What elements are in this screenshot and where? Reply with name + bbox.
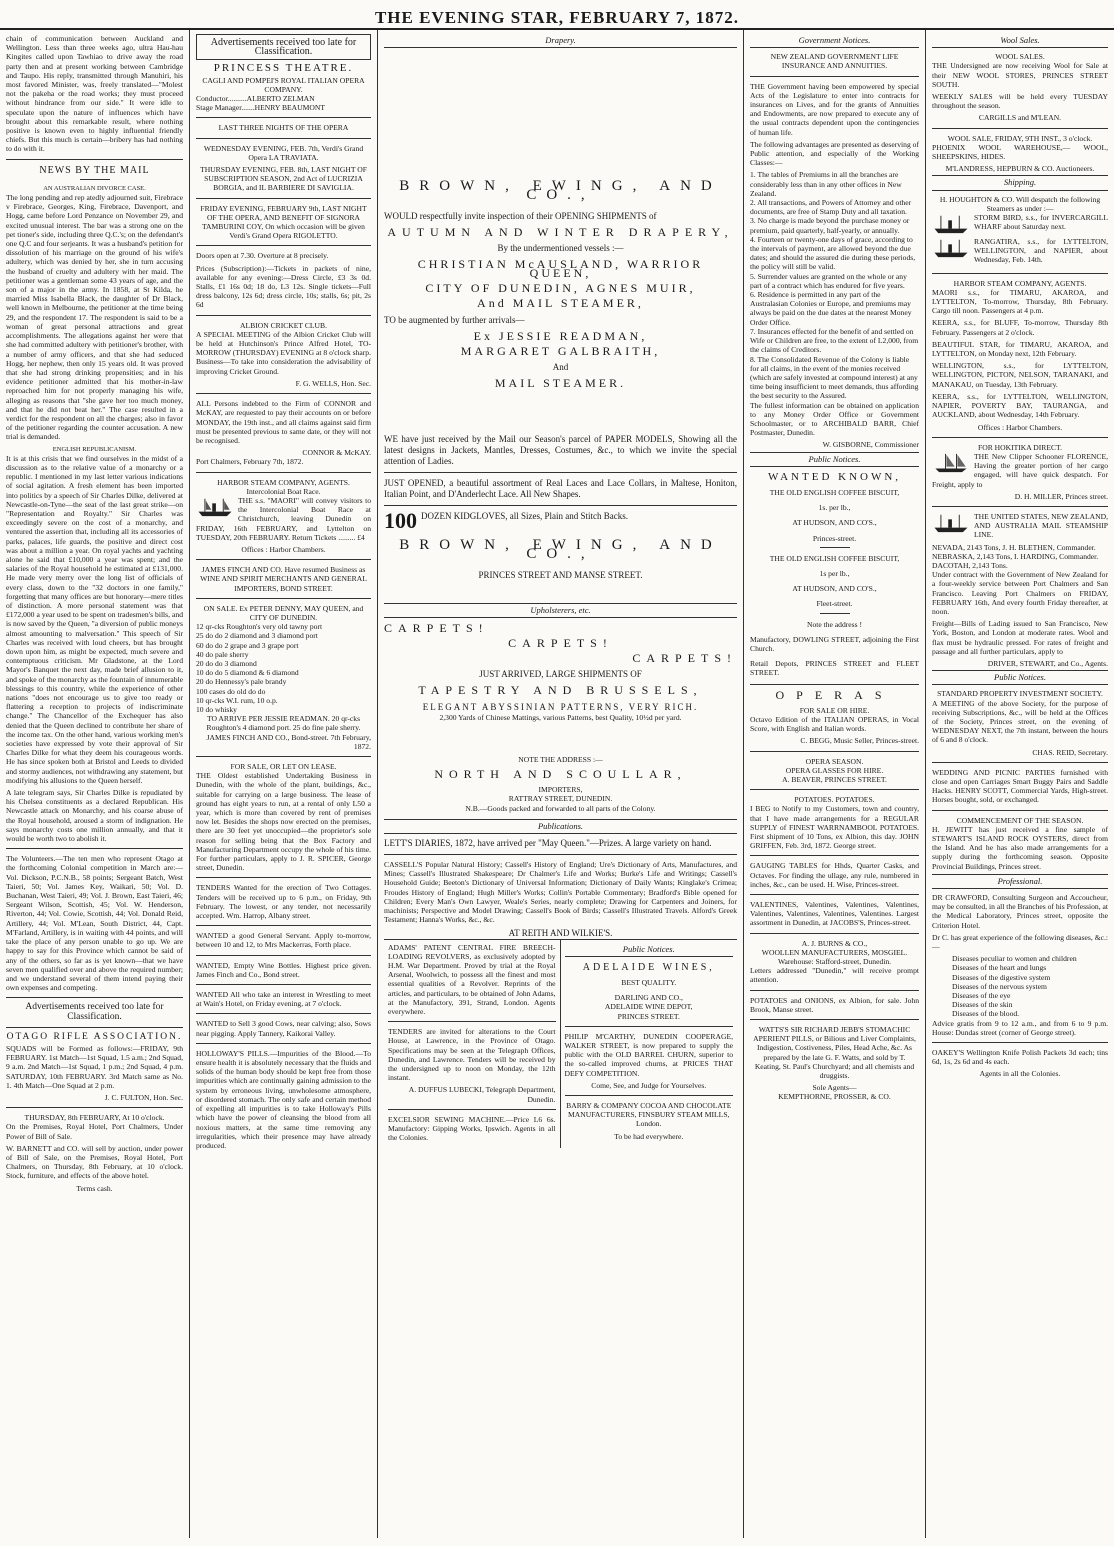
adelaide-wines: ADELAIDE WINES,	[582, 961, 715, 973]
finch-signature: JAMES FINCH AND CO., Bond-street. 7th February, 1872.	[206, 732, 371, 751]
disease-item: Diseases of the blood.	[952, 1009, 1020, 1019]
wedding-parties: WEDDING AND PICNIC PARTIES furnished with close and open Carriages Smart Buggy Pairs and Saddle Hacks. HENRY SCOTT, Commercial Yards, High-street. Horses bought, sold, or exchanged.	[932, 767, 1108, 805]
best-quality: BEST QUALITY.	[621, 977, 677, 987]
divider	[196, 877, 371, 878]
theatre-subtitle: CAGLI AND POMPEI'S ROYAL ITALIAN OPERA COMPANY.	[202, 75, 365, 94]
offices: Offices : Harbor Chambers.	[241, 544, 326, 554]
column-5	[926, 30, 1114, 1538]
jewitt-oysters: H. JEWITT has just received a fine sample of STEWART'S ISLAND ROCK OYSTERS, direct from the Island. And he has also made arrangements for a supply during the forthcoming season. Opposite Provincial Buildings, Princes street.	[932, 824, 1108, 871]
maori-ad	[196, 496, 371, 542]
wine-list-item: 12 qr-cks Roughton's very old tawny port	[196, 622, 323, 632]
disease-list	[932, 954, 1108, 1018]
mccarthy-ad: PHILIP M'CARTHY, DUNEDIN COOPERAGE, WALKER STREET, is now prepared to supply the public with the OLD BARREL CHURN, superior to the so-called improved churns, at PRICES THAT DEFY COMPETITION.	[564, 1031, 733, 1078]
divider	[388, 1109, 556, 1110]
masthead: THE EVENING STAR, FEBRUARY 7, 1872.	[0, 0, 1114, 30]
advice: Advice gratis from 9 to 12 a.m., and from 6 to 9 p.m. House: Dundas street (corner of George street).	[932, 1018, 1108, 1037]
biscuit-2: THE OLD ENGLISH COFFEE BISCUIT,	[769, 553, 900, 563]
rifle-signature: J. C. FULTON, Hon. Sec.	[104, 1092, 183, 1102]
wool-title: WOOL SALES.	[995, 52, 1045, 62]
connor-notice: ALL Persons indebted to the Firm of CONNOR and McKAY, are requested to pay their accounts on or before MONDAY, the 19th inst., and all claims against said firm must be presented previous to same date, or they will not be recognised.	[196, 399, 371, 445]
tenders-ad: TENDERS Wanted for the erection of Two Cottages. Tenders will be received up to 6 p.m., on Friday, 9th February. The lowest, or any tender, not necessarily accepted. Wm. Harrop, Albany street.	[196, 883, 371, 921]
gov-advantages: The following advantages are presented as deserving of Public attention, and especially of the Working Classes:—	[750, 139, 919, 168]
finch-ad: JAMES FINCH AND CO. Have resumed Business as WINE AND SPIRIT MERCHANTS AND GENERAL IMPORTERS, BOND STREET.	[200, 565, 367, 593]
mail-contract: Under contract with the Government of New Zealand for a four-weekly service between Port Chalmers and San Francisco. Leaving Port Chalmers on FRIDAY, FEBRUARY 16th, And every fourth Friday thereafter, at noon.	[932, 570, 1108, 616]
wine-list-item: 100 cases do old do do	[196, 686, 266, 696]
disease-item: Diseases peculiar to women and children	[952, 954, 1077, 964]
divider	[196, 925, 371, 926]
cricket-signature: F. G. WELLS, Hon. Sec.	[295, 378, 371, 388]
split-right	[561, 940, 738, 1149]
republicanism-subheading: ENGLISH REPUBLICANISM.	[52, 445, 137, 453]
prices: Prices (Subscription):—Tickets in packets of nine, available for any evening:—Dress Circle, £3 3s 0d. Stalls, £1 16s 0d; 18 do, L3 12s. Single tickets—Full dress balcony, 12s 6d; dress circle, 10s; stalls, 6s; pit, 2s 6d	[196, 263, 371, 310]
steamship-icon	[932, 512, 970, 534]
come-see: Come, See, and Judge for Yourselves.	[591, 1080, 707, 1090]
darling: DARLING AND CO.,	[614, 993, 683, 1003]
rifle-title: OTAGO RIFLE ASSOCIATION.	[6, 1031, 183, 1042]
fleet: Fleet-street.	[816, 599, 853, 609]
divider	[196, 1043, 371, 1044]
gisborne: W. GISBORNE, Commissioner	[822, 440, 919, 450]
republicanism-article: It is at this crisis that we find ourselves in the midst of a discussion as to the relative value of a monarchy or a republic. I mentioned in my last letter various indications of social agitation. A fresh element has been imported into politics by a speech of Sir Charles Dilke, delivered at Newcastle-on-Tyne—the seat of the last great strike—on "Representation and Royalty." Sir Charles was exceedingly severe on the cost of a monarchy, and ventured the assertion that, including all its accessories of parks, palaces, life guards, the positive and direct cost was about a million a year. On royal yachts and yachting alone he said that £10,000 a year was spent; and the salaries of the Royal household he estimated at £131,000. He made very merry over the long list of officials of every class, down to the "32 doctors in one family," forgetting that many offices are but honorary—mere titles of distinction. A more personal statement was that £172,000 a year used to be spent on tradesmen's bills, and is now saved by the Queen, "a diversion of public moneys almost amounting to malversation." This speech of Sir Charles was received with loud cheers, but has brought down upon him, as might be expected, much severe and contemptuous criticism. Mr Gladstone, at the Lord Mayor's Banquet the next day, made brief allusion to it, and spoke of the monarchy as the fountain of innumerable blessings to this country, while the experience of other nations "does not encourage us to give too ready or flattering a reception to projects of indiscriminate change." The Chancellor of the Exchequer has also denied that the Queen declined to contribute her share of the income tax. On the other hand, various working men's societies have expressed by vote their approval of Sir Charles Dilke for what they deem his courageous words. He has since spoken both at Bristol and Leeds to divided and stormy audiences, not withdrawing any statement, but modifying his allusions to the Queen herself.	[6, 453, 183, 785]
note-address: Note the address !	[806, 619, 863, 629]
lease-text: THE Oldest established Undertaking Business in Dunedin, with the whole of the plant, buildings, &c., suitable for carrying on a large business. The lease of ground has eight years to run, at a rental of only L50 a year, which is more than covered by rent of premises now let. Besides the shops now erected on the premises, there are 30 feet yet unoccupied—the proprietor's sole reason for selling being that the Box Factory and Manufacturing Department occupy the whole of his time. For further particulars, apply to J. R. SPICER, George street, Dunedin.	[196, 771, 371, 873]
divider	[384, 505, 737, 506]
rattray: RATTRAY STREET, DUNEDIN.	[508, 794, 613, 804]
gov-list-item: 1. The tables of Premiums in all the branches are considerably less than in any other offices in New Zealand.	[750, 170, 902, 198]
terms: Terms cash.	[76, 1183, 113, 1193]
lease-title: FOR SALE, OR LET ON LEASE.	[230, 762, 337, 771]
hudson: AT HUDSON, AND CO'S.,	[792, 518, 877, 528]
mattings: 2,300 Yards of Chinese Mattings, various Patterns, best Quality, 10½d per yard.	[439, 712, 682, 722]
storm-bird: STORM BIRD, s.s., for INVERCARGILL WHARF about Saturday next.	[974, 213, 1108, 232]
divider	[196, 472, 371, 473]
hudson-2: AT HUDSON, AND CO'S.,	[792, 584, 877, 594]
wine-list-item: 10 qr-cks W.I. rum, 10 o.p.	[196, 695, 278, 705]
divider	[80, 179, 110, 180]
society-meeting: A MEETING of the above Society, for the purpose of receiving Subscriptions, &c., will be held at the Offices of the Society, Princes street, on the evening of WEDNESDAY NEXT, the 7th instant, between the hours of 6 and 8 o'clock.	[932, 698, 1108, 745]
nebraska: NEBRASKA, 2,143 Tons, I. HARDING, Commander.	[932, 551, 1099, 561]
abyssinian: ELEGANT ABYSSINIAN PATTERNS, VERY RICH.	[422, 701, 699, 712]
divorce-article: The long pending and rep atedly adjourned suit, Firebrace v Firebrace, Georges, King, Firebrace, Davenport, and Hogg, came before Lord Penzance on November 29, and excited unusual interest. The bar was a strong one on the pet tioner's side, including three Q.C.'s; on the defendant's one Q.C and four serjeants. It was a husband's petition for dissolution of his marriage on the ground of his wife's adultery, which was denied by her, she in turn accusing the husband of cruelty and adultery with her maid. The petitioner was a gentleman some 43 years of age, and the son of a major in the army. In 1858, at St Kilda, he married Miss Isabella Black, the daughter of Dr Black, well known in Melbourne, the petitioner at the time being 29, and the respondent 17. The respondent is said to be a woman of great personal attractions and great accomplishments. The allegations against her were that she had committed adultery with petitioner's brother, with a number of army officers, and that she had seduced Hogg, her nephew, then only 15 years old. It was proved that she had strong drinking propensities; and in his evidence petitioner admitted that his mother-in-law reproached him for not properly managing his wife, alleging as reasons that "she gave her too much money, and that he did not beat her." The case resulted in a verdict for the respondent on all the charges; also in favor of the petitioner regarding the counter accusation. A new trial is demanded.	[6, 193, 183, 442]
late-ads-heading: Advertisements received too late for Classification.	[196, 34, 371, 60]
divider	[820, 547, 850, 548]
per-lb: 1s. per lb.,	[818, 503, 851, 513]
burns: A. J. BURNS & CO.,	[801, 938, 868, 948]
divider	[750, 789, 919, 790]
divider	[196, 955, 371, 956]
gloves-text: DOZEN KIDGLOVES, all Sizes, Plain and Stitch Backs.	[421, 511, 628, 522]
stage-manager: Stage Manager.......HENRY BEAUMONT	[196, 103, 326, 113]
nevada: NEVADA, 2143 Tons, J. H. BLETHEN, Commander.	[932, 542, 1096, 552]
divider	[196, 559, 371, 560]
importers: IMPORTERS,	[538, 785, 583, 795]
ships-line-3: And MAIL STEAMER,	[477, 296, 644, 311]
ex-ship: Ex JESSIE READMAN,	[473, 328, 648, 343]
friday-program: FRIDAY EVENING, FEBRUARY 9th, LAST NIGHT OF THE OPERA, AND BENEFIT OF SIGNORA TAMBURINI COY, On which occasion will be given Verdi's Grand Opera RIGOLETTO.	[200, 203, 367, 241]
cargills: CARGILLS and M'LEAN.	[978, 113, 1062, 123]
just-arrived: JUST ARRIVED, LARGE SHIPMENTS OF	[479, 669, 642, 680]
per-lb-2: 1s per lb.,	[819, 568, 850, 578]
government-heading: Government Notices.	[750, 36, 919, 48]
public-notices-heading: Public Notices.	[565, 945, 734, 957]
gloves-number: 100	[384, 511, 417, 532]
driver-stewart: DRIVER, STEWART, and Co., Agents.	[987, 658, 1108, 668]
divider	[196, 984, 371, 985]
divorce-subheading: AN AUSTRALIAN DIVORCE CASE.	[43, 184, 146, 192]
gov-list-item: 7. Insurances effected for the benefit of and settled on Wife or Children are free, to the extent of L2,000, from the claims of Creditors.	[750, 326, 919, 355]
theatre-title: PRINCESS THEATRE.	[213, 62, 354, 75]
divider	[932, 762, 1108, 763]
rifle-text: SQUADS will be Formed as follows:—FRIDAY, 9th FEBRUARY. 1st Match—1st Squad, 1.5 a.m.; 2nd Squad, 9 a.m. 2nd Match—1st Squad, 1 p.m.; 2nd Squad, 4 p.m. SATURDAY, 10th FEBRUARY. 3rd Match same as No. 1. 4th Match—One Squad at 2 p.m.	[6, 1043, 183, 1090]
experience: Dr C. has great experience of the following diseases, &c.:—	[932, 932, 1108, 952]
conductor: Conductor..........ALBERTO ZELMAN	[196, 94, 315, 104]
autumn-drapery: AUTUMN AND WINTER DRAPERY,	[387, 224, 734, 239]
wine-list-item: 20 do do 3 diamond	[196, 658, 257, 668]
column-2	[190, 30, 378, 1538]
harbor-title: HARBOR STEAM COMPANY, AGENTS.	[953, 278, 1087, 288]
wine-list	[196, 622, 371, 714]
wine-list-item: 60 do do 2 grape and 3 grape port	[196, 640, 299, 650]
wine-depot: ADELAIDE WINE DEPOT,	[604, 1002, 693, 1012]
divider	[6, 848, 183, 849]
warehouse: Warehouse: Stafford-street, Dunedin.	[777, 957, 892, 967]
column-1	[0, 30, 190, 1538]
nz-gov-title: NEW ZEALAND GOVERNMENT LIFE INSURANCE AND ANNUITIES.	[770, 52, 899, 71]
split-left	[384, 940, 561, 1149]
wellington-steamer: WELLINGTON, s.s., for LYTTELTON, WELLINGTON, PICTON, NELSON, TARANAKI, and MANAKAU, on Tuesday, 13th February.	[932, 361, 1108, 389]
divider	[750, 1019, 919, 1020]
beaver: A. BEAVER, PRINCES STREET.	[782, 775, 887, 784]
augment-text: TO be augmented by further arrivals—	[384, 314, 525, 325]
steamship-icon	[932, 237, 970, 259]
schooner-icon	[932, 452, 970, 474]
reith-wilkie: AT REITH AND WILKIE'S.	[508, 927, 613, 938]
adams-revolvers: ADAMS' PATENT CENTRAL FIRE BREECH-LOADING REVOLVERS, as exclusively adopted by H.M. War Department. Proved by trial at the Royal Arsenal, Woolwich, to possess all the finest and most essential qualities of a Revolver. Reprints of the articles, and particulars, to be obtained of John Adams, at the Manufactory, 391, Strand, London. Agents everywhere.	[388, 942, 556, 1016]
tapestry: TAPESTRY AND BRUSSELS,	[418, 683, 703, 698]
last-nights: LAST THREE NIGHTS OF THE OPERA	[218, 123, 349, 133]
excelsior-ad: EXCELSIOR SEWING MACHINE.—Price L6 6s. Manufactory: Gipping Works, Ipswich. Agents in all the Colonies.	[388, 1114, 556, 1143]
wrestling-ad: WANTED All who take an interest in Wrestling to meet at Wain's Hotel, on Friday evening, at 7 o'clock.	[196, 990, 371, 1009]
wine-list-item: 25 do do 2 diamond and 3 diamond port	[196, 631, 318, 641]
divider	[196, 245, 371, 246]
divider	[820, 613, 850, 614]
divider	[196, 1013, 371, 1014]
disease-item: Diseases of the heart and lungs	[952, 963, 1047, 973]
letts-diaries: LETT'S DIARIES, 1872, have arrived per "May Queen."—Prizes. A large variety on hand.	[384, 838, 712, 849]
weekly-sales: WEEKLY SALES will be held every TUESDAY throughout the season.	[932, 92, 1108, 111]
volunteers-article: The Volunteers.—The ten men who represent Otago at the forthcoming Colonial competition in March are:—Vol. Dickson, P.C.N.B., 58 points; Sergeant Batch, West Taieri, 50; Vol. James Key, Waikari, 50; Vol. D. Buchanan, West Taieri, 49; Vol. J. Brown, East Taieri, 46; Sergeant Wilson, Scottish, 45; Vol. W. Henderson, Riverton, 44; Vol. Cowie, Scottish, 44; Vol. Donald Reid, Artillery, 44; Vol. M'Lean, South District, 44, Capt. M'Farland, Artillery, is in waiting with 44 points, and will take the place of any person unable to go up. We are happy to say for this Province which cannot be said of any of the others, so far as is yet known—that we have seven men qualified over and above the required number; and we understand several of them intend paying their own expenses and competing.	[6, 854, 183, 993]
cassell-list: CASSELL'S Popular Natural History; Cassell's History of England; Ure's Dictionary of Arts, Manufactures, and Mines; Cassell's Illustrated Shakespeare; Dr Chalmer's Life and Works; Burke's Life and Writings; Cassell's Household Guide; Beeton's Dictionary of Universal Information; Dictionary of Daily Wants; Kinglake's Crimea; Froudes History of England; Hugh Miller's Works; Collin's Portable Commentary; Bradford's Bible opened for Children; Every Man's Own Lawyer, Weale's Series, nearly complete; Drawing for Carpenters and Joiners, for machinists; Perspective and Model Drawing; Cassell's Book of Birds; Cassell's Illustrated Travels. Alford's Greek Testament; Hanna's Works, &c., &c.	[384, 860, 737, 925]
barry-ad: BARRY & COMPANY COCOA AND CHOCOLATE MANUFACTURERS, FINSBURY STEAM MILLS, London.	[566, 1100, 732, 1129]
woollen: WOOLLEN MANUFACTURERS, MOSGIEL.	[761, 947, 908, 957]
gov-list-item: 4. Fourteen or twenty-one days of grace, according to the intervals of payment, are allowed beyond the due dates; and should the assured die during these periods, the policy will still be valid.	[750, 234, 916, 272]
ships-line-1: CHRISTIAN McAUSLAND, WARRIOR QUEEN,	[417, 256, 704, 281]
wool-heading: Wool Sales.	[932, 36, 1108, 48]
nb-note: N.B.—Goods packed and forwarded to all parts of the Colony.	[465, 803, 656, 813]
divider	[750, 855, 919, 856]
gov-list-item: 2. All transactions, and Powers of Attorney and other documents, are free of Stamp Duty and all taxation.	[750, 198, 912, 217]
divider	[932, 506, 1108, 507]
dacotah: DACOTAH, 2,143 Tons.	[932, 560, 1008, 570]
miller: D. H. MILLER, Princes street.	[1014, 491, 1108, 501]
barry-everywhere: To be had everywhere.	[614, 1131, 684, 1141]
opera-season: OPERA SEASON.	[805, 756, 864, 766]
disease-item: Diseases of the eye	[952, 991, 1011, 1001]
phoenix: PHOENIX WOOL WAREHOUSE,— WOOL, SHEEPSKINS, HIDES.	[932, 142, 1108, 162]
doors-open: Doors open at 7.30. Overture at 8 precisely.	[196, 251, 329, 261]
public-notices-heading: Public Notices.	[932, 670, 1108, 685]
standard-society: STANDARD PROPERTY INVESTMENT SOCIETY.	[937, 689, 1103, 699]
commencement: COMMENCEMENT OF THE SEASON.	[956, 815, 1084, 825]
gov-fullest: The fullest information can be obtained on application to any Money Order Office or Government Schoolmaster, or to ARCHIBALD BARR, Chief Postmaster, Dunedin.	[750, 400, 919, 438]
divider	[6, 1027, 183, 1028]
professional-heading: Professional.	[932, 874, 1108, 889]
court-tenders: TENDERS are invited for alterations to the Court House, at Lawrence, in the Province of Otago. Specifications may be seen at the Telegraph Offices, Dunedin, and Lawrence. Tenders will be received by the undersigned up to noon on Monday, the 12th instant.	[388, 1027, 556, 1083]
keera-steamer: KEERA, s.s., for BLUFF, To-morrow, Thursday 8th February. Passengers at 2 o'clock.	[932, 318, 1108, 337]
carpets-2: CARPETS!	[508, 636, 613, 651]
gov-list-item: 5. Surrender values are granted on the whole or any part of a contract which has endured for five years.	[750, 271, 907, 290]
margaret-ship: MARGARET GALBRAITH,	[460, 343, 661, 358]
rangatira: RANGATIRA, s.s., for LYTTELTON, WELLINGTON, and NAPIER, about Wednesday, Feb. 14th.	[974, 237, 1108, 265]
mail-steamer: MAIL STEAMER.	[494, 376, 627, 391]
divider	[750, 894, 919, 895]
auction-text: On the Premises, Royal Hotel, Port Chalmers, Under Power of Bill of Sale.	[6, 1122, 183, 1141]
biscuit: THE OLD ENGLISH COFFEE BISCUIT,	[769, 487, 900, 497]
freight: Freight—Bills of Lading issued to San Francisco, New York, Boston, and London at moderate rates. Wool and flax must be hydraulic pressed. For rates of freight and passage and all further particulars, apply to	[932, 619, 1108, 656]
gov-list-item: 6. Residence is permitted in any part of the Australasian Colonies or Europe, and premiums may always be paid on the due dates at the nearest Money Order Office.	[750, 290, 912, 327]
news-heading: NEWS BY THE MAIL	[39, 164, 150, 176]
potatoes-onions: POTATOES and ONIONS, ex Albion, for sale. John Brook, Manse street.	[750, 995, 919, 1014]
ships-line-2: CITY OF DUNEDIN, AGNES MUIR,	[425, 281, 696, 296]
opera-glasses: OPERA GLASSES FOR HIRE.	[785, 765, 884, 775]
auction-date: THURSDAY, 8th FEBRUARY, At 10 o'clock.	[24, 1113, 165, 1123]
sole-agents: Sole Agents—	[812, 1083, 857, 1093]
vessels-intro: By the undermentioned vessels :—	[497, 242, 624, 253]
carpets-3: CARPETS!	[632, 651, 737, 666]
wool-sale: WOOL SALE, FRIDAY, 9TH INST., 3 o'clock.	[947, 133, 1093, 143]
gov-list-item: 8. The Consolidated Revenue of the Colony is liable for all claims, in the event of the monies received (which are safely invested at compound interest) at any time being insufficient to meet demands, thus affording the best security to the Assured.	[750, 354, 919, 401]
bec-title: BROWN, EWING, AND CO.,	[399, 178, 722, 204]
letters: Letters addressed "Dunedin," will receive prompt attention.	[750, 966, 919, 985]
split-section	[384, 939, 737, 1149]
divider	[196, 138, 371, 139]
column-3	[378, 30, 744, 1538]
republicanism-article-2: A late telegram says, Sir Charles Dilke is repudiated by his Chelsea constituents as a declared Republican. His Newcastle attack on Monarchy, and his coarse abuse of the Royal household, aroused a storm of indignation. He says monarchy costs one million annually, and that it would be worth two to abolish it.	[6, 788, 183, 844]
begg: C. BEGG, Music Seller, Princes-street.	[800, 736, 919, 746]
cricket-text: A SPECIAL MEETING of the Albion Cricket Club will be held at Hutchinson's Prince Alfred Hotel, TO-MORROW (THURSDAY) EVENING at 8 o'clock sharp. Business—To take into consideration the advisability of improving Cricket Ground.	[196, 329, 371, 376]
divider	[750, 76, 919, 77]
drapery-heading: Drapery.	[384, 36, 737, 48]
divider	[384, 854, 737, 855]
on-sale-title: ON SALE. Ex PETER DENNY, MAY QUEEN, and CITY OF DUNEDIN.	[203, 603, 364, 622]
wool-text: THE Undersigned are now receiving Wool for Sale at their NEW WOOL STORES, PRINCES STREET SOUTH.	[932, 61, 1108, 89]
florence-ad	[932, 452, 1108, 492]
disease-item: Diseases of the digestive system	[952, 972, 1051, 982]
divider	[6, 997, 183, 998]
divider	[196, 315, 371, 316]
potatoes-title: POTATOES. POTATOES.	[794, 795, 875, 805]
gauging-ad: GAUGING TABLES for Hhds, Quarter Casks, and Octaves. For finding the ullage, any rule, numbered in inches, &c., can be used. H. Wise, Princes-street.	[750, 861, 919, 889]
offices: Offices : Harbor Chambers.	[977, 422, 1063, 432]
bottles-ad: WANTED, Empty Wine Bottles. Highest price given. James Finch and Co., Bond street.	[196, 960, 371, 979]
disease-item: Diseases of the skin	[952, 1000, 1013, 1010]
operas: OPERAS	[775, 687, 894, 702]
houghton: H. HOUGHTON & CO. Will despatch the following Steamers as under :—	[939, 194, 1101, 213]
gov-intro: THE Government having been empowered by special Acts of the Legislature to enter into contracts for insurances on Lives, and for the grants of Annuities and Endowments, are now prepared to execute any of the usual contracts dependent upon the contingencies of human life.	[750, 81, 919, 137]
divider	[6, 159, 183, 160]
divider	[750, 751, 919, 752]
disease-item: Diseases of the nervous system	[952, 981, 1047, 991]
jebb-pills: WATTS'S SIR RICHARD JEBB'S STOMACHIC APERIENT PILLS, or Bilious and Liver Complaints, Indigestion, Costiveness, Piles, Head Ache, &c. As prepared by the late G. F. Watts, and sold by T. Keating, St. Paul's Churchyard; and all chemists and druggists.	[753, 1025, 916, 1081]
divider	[932, 810, 1108, 811]
carpets-1: CARPETS!	[384, 620, 489, 635]
connor-date: Port Chalmers, February 7th, 1872.	[196, 457, 304, 467]
agents: Agents in all the Colonies.	[979, 1069, 1061, 1079]
bec-title-2: BROWN, EWING, AND CO.,	[399, 537, 722, 563]
article-intro: chain of communication between Auckland and Wellington. Less than three weeks ago, ultra Hau-hau Kingites called upon Tawhiao to drive away the road party then and at present working between Cambridge and Taupo. His reply, transmitted through Manuhiri, his most favored Minister, was, freely translated—"Molest not the pakeha or the road works; they must proceed without hindrance from our side." It were idle to speculate upon the nature of influences which have brought about this remarkable result, where nothing positive is known even to highly influential friendly chiefs. But this much is certain—bribery has had nothing to do with it.	[6, 34, 183, 154]
divider	[196, 598, 371, 599]
rangatira-ad	[932, 237, 1108, 268]
potatoes-ad: I BEG to Notify to my Customers, town and country, that I have made arrangements for a REGULAR SUPPLY of FINEST WARRNAMBOOL POTATOES. First shipment of 10 Tons, ex Albion, this day. JOHN GRIFFEN, Feb. 3rd, 1872. George street.	[750, 804, 919, 851]
wanted-known: WANTED KNOWN,	[767, 470, 902, 483]
wine-list-item: 40 do pale sherry	[196, 649, 249, 659]
wine-list-item: 10 do whisky	[196, 704, 237, 714]
maori-text: THE s.s. "MAORI" will convey visitors to the Intercolonial Boat Race at Christchurch, leaving Dunedin on FRIDAY, 16th FEBRUARY, and Lyttelton on TUESDAY, 20th FEBRUARY. Return Tickets ......... £4	[196, 495, 371, 542]
octavo: Octavo Edition of the ITALIAN OPERAS, in Vocal Score, with English and Italian words.	[750, 714, 919, 734]
divider	[196, 393, 371, 394]
divider	[196, 198, 371, 199]
public-notices-heading: Public Notices.	[750, 452, 919, 467]
bec-intro: WOULD respectfully invite inspection of their OPENING SHIPMENTS of	[384, 210, 657, 221]
divider	[196, 117, 371, 118]
cows-ad: WANTED to Sell 3 good Cows, near calving; also, Sows near pigging. Apply Tannery, Kaikorai Valley.	[196, 1019, 371, 1038]
steamship-icon	[196, 496, 234, 518]
divider	[932, 437, 1108, 438]
divider	[932, 1042, 1108, 1043]
divider	[932, 128, 1108, 129]
holloway-ad: HOLLOWAY'S PILLS.—Impurities of the Blood.—To ensure health it is absolutely necessary that the fluids and solids of the human body should be kept free from those impurities which are continually gaining admission to the system by erroneous living, unwholesome atmosphere, or disordered stomach. The only safe and certain method of expelling all impurities is to take Holloway's Pills which have the power of cleansing the blood from all noxious matters, at the same time removing any irregularities, which their presence may have already produced.	[196, 1048, 371, 1150]
princes: Princes-street.	[812, 533, 857, 543]
valentines-ad: VALENTINES, Valentines, Valentines, Valentines, Valentines, Valentines, Valentines, Valentines. Largest assortment in Dunedin, at JACOBS'S, Princes-street.	[750, 900, 919, 928]
retail: Retail Depots, PRINCES STREET and FLEET STREET.	[750, 659, 919, 678]
thursday-program: THURSDAY EVENING, FEB. 8th, LAST NIGHT OF SUBSCRIPTION SEASON, 2nd Act of LUCRIZIA BORGIA, and IL BARBIERE DI SAVIGLIA.	[200, 165, 367, 193]
steamship-icon	[932, 213, 970, 235]
cricket-title: ALBION CRICKET CLUB.	[240, 320, 327, 330]
divider	[565, 1026, 734, 1027]
divider	[750, 933, 919, 934]
shipping-heading: Shipping.	[932, 175, 1108, 190]
wine-list-item: 10 do do 5 diamond & 6 diamond	[196, 668, 299, 678]
servant-ad: WANTED a good General Servant. Apply to-morrow, between 10 and 12, to Mrs Mackerras, Forth place.	[196, 931, 371, 950]
united-states: THE UNITED STATES, NEW ZEALAND, AND AUSTRALIA MAIL STEAMSHIP LINE.	[974, 511, 1108, 540]
bec-address: PRINCES STREET AND MANSE STREET.	[478, 569, 643, 580]
divider	[565, 1095, 734, 1096]
kempthorne: KEMPTHORNE, PROSSER, & CO.	[778, 1092, 891, 1102]
publications-heading: Publications.	[384, 819, 737, 834]
tenders-signature: A. DUFFUS LUBECKI, Telegraph Department, Dunedin.	[408, 1085, 556, 1104]
for-sale: FOR SALE OR HIRE.	[799, 705, 870, 715]
princes-street: PRINCES STREET.	[617, 1011, 680, 1021]
wednesday-program: WEDNESDAY EVENING, FEB. 7th, Verdi's Grand Opera LA TRAVIATA.	[203, 143, 364, 162]
storm-bird-ad	[932, 213, 1108, 237]
florence: THE New Clipper Schooner FLORENCE, Having the greater portion of her cargo engaged, will have quick despatch. For Freight, apply to	[932, 451, 1108, 489]
harbor-title: HARBOR STEAM COMPANY, AGENTS.	[217, 477, 350, 487]
keera-steamer-2: KEERA, s.s., for LYTTELTON, WELLINGTON, NAPIER, POVERTY BAY, TAURANGA, and AUCKLAND, about Wednesday, 14th February.	[932, 391, 1108, 420]
boat-race: Intercolonial Boat Race.	[246, 486, 321, 496]
arrive-notice: TO ARRIVE PER JESSIE READMAN. 20 qr-cks Roughton's 4 diamond port. 25 do fine pale sherry.	[206, 714, 361, 733]
divider	[196, 756, 371, 757]
oakey-ad: OAKEY'S Wellington Knife Polish Packets 3d each; tins 6d, 1s, 2s 6d and 4s each.	[932, 1048, 1108, 1067]
gov-list-item: 3. No charge is made beyond the purchase money or premium, paid quarterly, half-yearly, or annually.	[750, 216, 910, 235]
divider	[750, 684, 919, 685]
columns	[0, 30, 1114, 1538]
beautiful-star: BEAUTIFUL STAR, for TIMARU, AKAROA, and LYTTELTON, on Monday next, 12th February.	[932, 339, 1108, 359]
united-states-ad	[932, 512, 1108, 543]
and-text: And	[552, 362, 569, 373]
crawford: DR CRAWFORD, Consulting Surgeon and Accoucheur, may be consulted, in all the Branches of his Profession, at the Medical Laboratory, Princes street, opposite the Criterion Hotel.	[932, 893, 1108, 930]
reid: CHAS. REID, Secretary.	[1032, 747, 1108, 757]
wine-list-item: 20 do Hennessy's pale brandy	[196, 677, 287, 687]
divider	[932, 273, 1108, 274]
note-address: NOTE THE ADDRESS :—	[518, 754, 603, 764]
hokitika: FOR HOKITIKA DIRECT.	[977, 442, 1063, 452]
late-ads-heading: Advertisements received too late for Classification.	[25, 1002, 164, 1022]
divider	[750, 990, 919, 991]
paper-models: WE have just received by the Mail our Season's parcel of PAPER MODELS, Showing all the latest designs in Jackets, Mantles, Dresses, Costumes, &c., to which we invite the special attention of Ladies.	[384, 434, 737, 467]
upholsterers-heading: Upholsterers, etc.	[384, 603, 737, 618]
gov-list	[750, 170, 919, 400]
mlandress: M'LANDRESS, HEPBURN & CO. Auctioneers.	[945, 164, 1095, 174]
laces: JUST OPENED, a beautiful assortment of Real Laces and Lace Collars, in Maltese, Honiton, Italian Point, and D'Anderlecht Lace. All New Shapes.	[384, 478, 737, 500]
divider	[388, 1021, 556, 1022]
connor-signature: CONNOR & McKAY.	[302, 448, 371, 458]
divider	[6, 1107, 183, 1108]
maori-steamer: MAORI s.s., for TIMARU, AKAROA, and LYTTELTON, To-morrow, Thursday, 8th February. Cargo till noon. Passengers at 4 p.m.	[932, 287, 1108, 316]
barnett-ad: W. BARNETT and CO. will sell by auction, under power of Bill of Sale, on the Premises, Royal Hotel, Port Chalmers, on Thursday, 8th February, at 10 o'clock. Stock, furniture, and effects of the above hotel.	[6, 1143, 183, 1181]
column-4	[744, 30, 926, 1538]
north-scoullar: NORTH AND SCOULLAR,	[434, 767, 687, 782]
divider	[384, 472, 737, 473]
manufactory: Manufactory, DOWLING STREET, adjoining the First Church.	[750, 634, 919, 653]
